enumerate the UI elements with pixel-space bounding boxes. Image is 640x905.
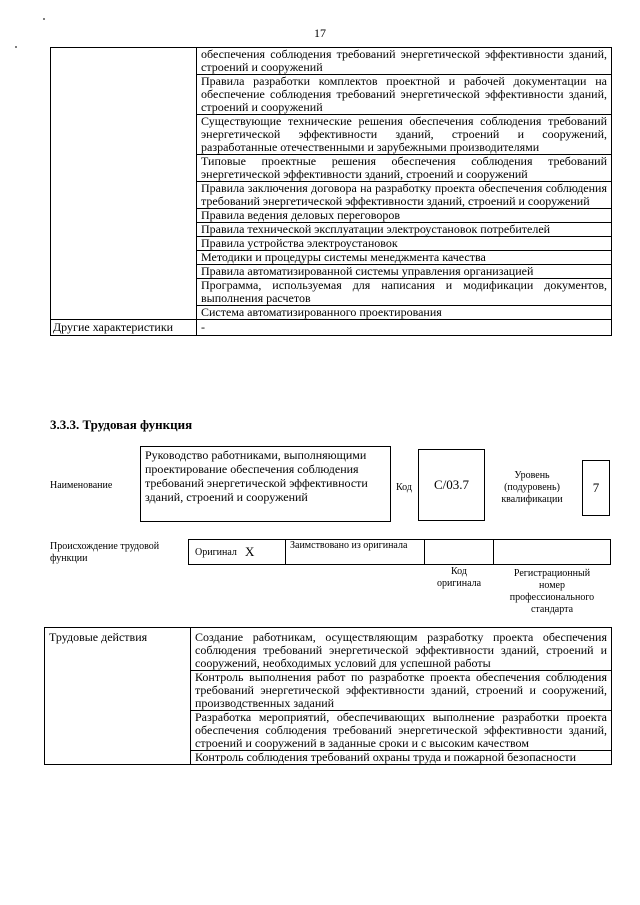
table-row bbox=[51, 320, 612, 336]
origin-table bbox=[188, 539, 611, 565]
labor-action-item: Контроль выполнения работ по разработке проекта обеспечения соблюдения требований энергетической эффективности зданий, строений и сооружений, производственных заданий bbox=[191, 671, 612, 711]
function-code-box: С/03.7 bbox=[418, 449, 485, 521]
scan-speck bbox=[15, 46, 17, 48]
scan-speck bbox=[43, 18, 45, 20]
knowledge-item: Правила автоматизированной системы управления организацией bbox=[197, 265, 612, 279]
original-mark: X bbox=[245, 544, 255, 559]
knowledge-table bbox=[50, 47, 612, 336]
labor-actions-label: Трудовые действия bbox=[45, 628, 191, 765]
knowledge-item: Правила заключения договора на разработку проекта обеспечения соблюдения требований энергетической эффективности зданий, строений и сооружений bbox=[197, 182, 612, 209]
labor-action-item: Разработка мероприятий, обеспечивающих выполнение разработки проекта обеспечения соблюдения требований энергетической эффективности зданий, строений и сооружений в заданные сроки и с высоким качеством bbox=[191, 711, 612, 751]
other-characteristics-label: Другие характеристики bbox=[51, 320, 197, 336]
table-row bbox=[45, 628, 612, 671]
knowledge-item: Правила технической эксплуатации электроустановок потребителей bbox=[197, 223, 612, 237]
section-title: 3.3.3. Трудовая функция bbox=[50, 417, 193, 432]
knowledge-item: обеспечения соблюдения требований энергетической эффективности зданий, строений и сооружений bbox=[197, 48, 612, 75]
registration-caption: Регистрационный номер профессионального стандарта bbox=[509, 568, 595, 615]
origin-label: Происхождение трудовой функции bbox=[50, 541, 160, 564]
labor-action-item: Контроль соблюдения требований охраны труда и пожарной безопасности bbox=[191, 751, 612, 765]
original-code-cell bbox=[424, 540, 493, 564]
knowledge-item: Правила разработки комплектов проектной и рабочей документации на обеспечение соблюдения требований энергетической эффективности зданий, строений и сооружений bbox=[197, 75, 612, 115]
level-label: Уровень (подуровень) квалификации bbox=[501, 470, 563, 505]
labor-actions-table bbox=[44, 627, 612, 765]
knowledge-item: Типовые проектные решения обеспечения соблюдения требований энергетической эффективности зданий, строений и сооружений bbox=[197, 155, 612, 182]
empty-label-cell bbox=[51, 48, 197, 320]
registration-number-cell bbox=[493, 540, 610, 564]
knowledge-item: Программа, используемая для написания и модификации документов, выполнения расчетов bbox=[197, 279, 612, 306]
knowledge-item: Правила ведения деловых переговоров bbox=[197, 209, 612, 223]
code-label: Код bbox=[396, 482, 412, 493]
page-number: 17 bbox=[314, 26, 326, 40]
level-value-box: 7 bbox=[582, 460, 610, 516]
table-row bbox=[51, 48, 612, 75]
borrowed-label: Заимствовано из оригинала bbox=[285, 540, 424, 564]
knowledge-item: Методики и процедуры системы менеджмента качества bbox=[197, 251, 612, 265]
knowledge-item: Существующие технические решения обеспечения соблюдения требований энергетической эффективности зданий, строений и сооружений, разработанные отечественными и зарубежными производителями bbox=[197, 115, 612, 155]
name-label: Наименование bbox=[50, 480, 113, 491]
function-name-box: Руководство работниками, выполняющими проектирование обеспечения соблюдения требований энергетической эффективности зданий, строений и сооружений bbox=[140, 446, 391, 522]
knowledge-item: Система автоматизированного проектирования bbox=[197, 306, 612, 320]
other-characteristics-value: - bbox=[197, 320, 612, 336]
original-label: Оригинал bbox=[195, 546, 237, 558]
knowledge-item: Правила устройства электроустановок bbox=[197, 237, 612, 251]
labor-action-item: Создание работникам, осуществляющим разработку проекта обеспечения соблюдения требований энергетической эффективности зданий, строений и сооружений, необходимых условий для успешной работы bbox=[191, 628, 612, 671]
code-original-caption: Код оригинала bbox=[436, 566, 482, 589]
